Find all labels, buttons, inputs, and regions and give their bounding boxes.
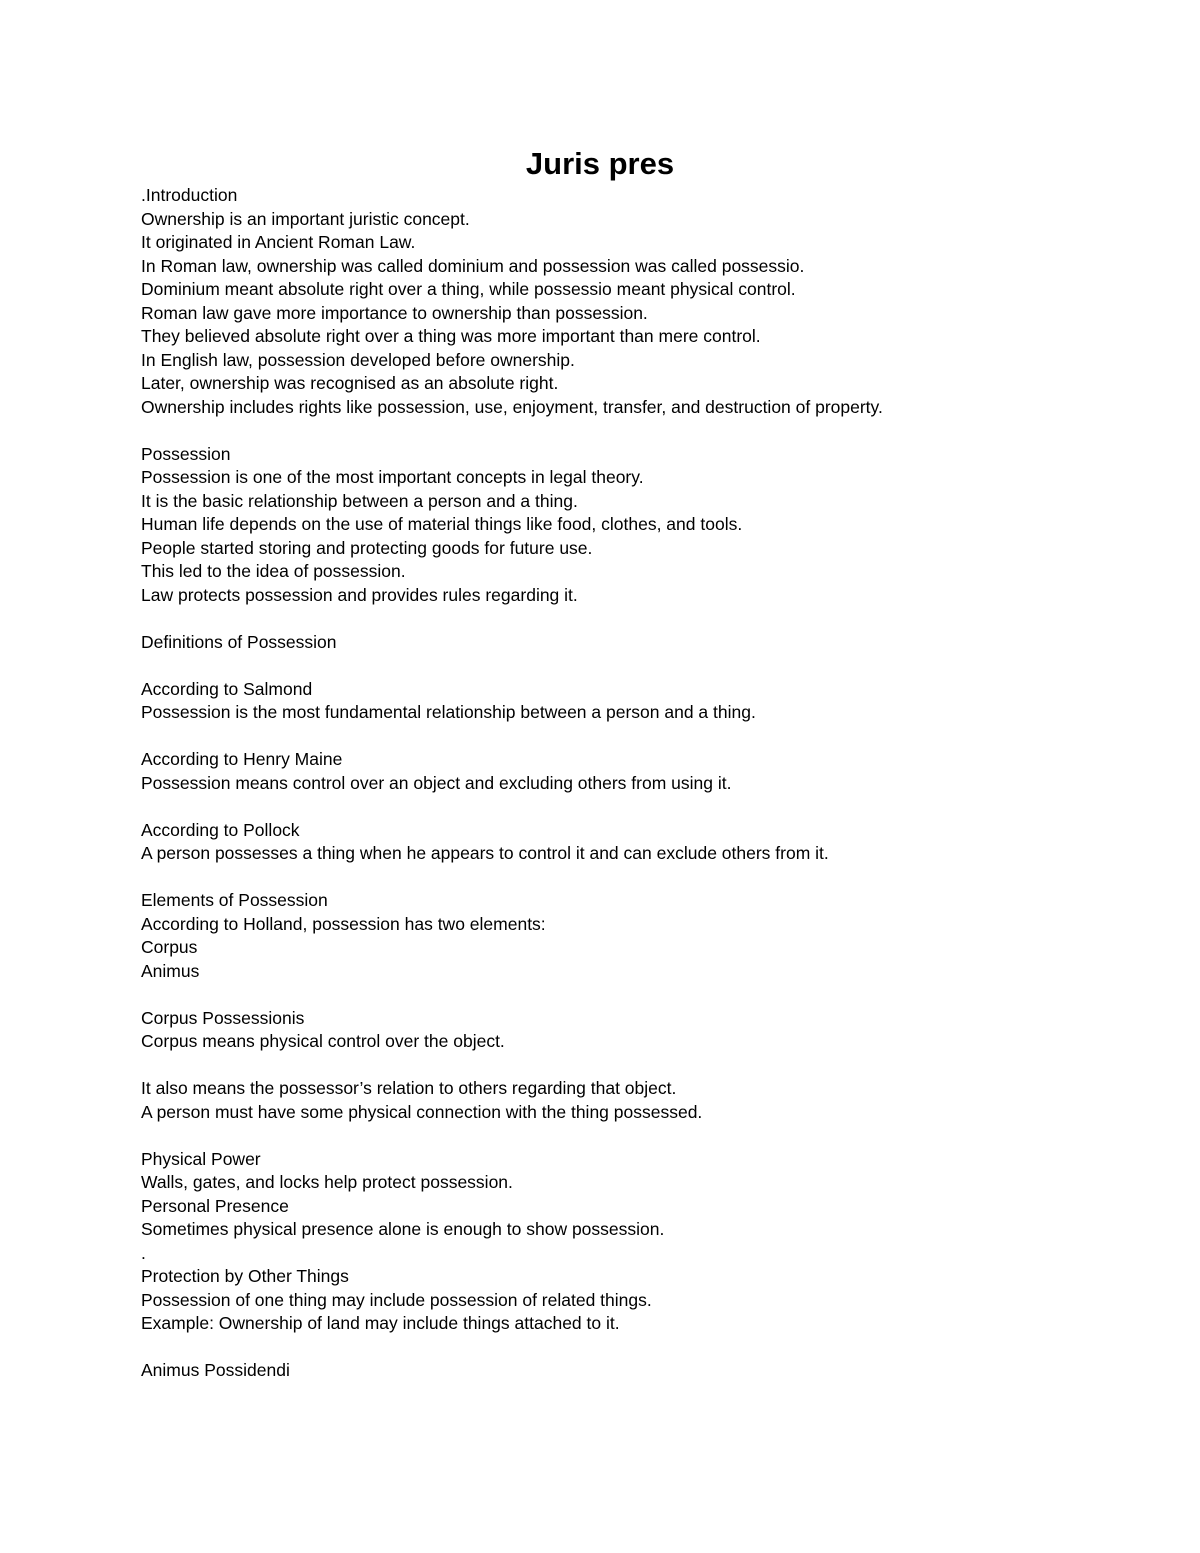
blank-line (141, 1124, 1141, 1148)
text-line: It also means the possessor’s relation to others regarding that object. (141, 1078, 677, 1098)
text-line: Roman law gave more importance to ownership than possession. (141, 302, 648, 323)
text-line: Possession is the most fundamental relationship between a person and a thing. (141, 702, 756, 722)
section-heading: Protection by Other Things (141, 1266, 349, 1286)
blank-line (141, 795, 1141, 819)
text-line: Example: Ownership of land may include things attached to it. (141, 1313, 620, 1333)
document-title: Juris pres (525, 146, 675, 181)
text-line: Corpus means physical control over the object. (141, 1031, 505, 1051)
text-line: Sometimes physical presence alone is enough to show possession. (141, 1219, 665, 1239)
text-line: Possession of one thing may include possession of related things. (141, 1289, 652, 1310)
text-line: Ownership is an important juristic concept. (141, 208, 470, 229)
text-line: Walls, gates, and locks help protect possession. (141, 1172, 513, 1192)
text-line: . (141, 1242, 146, 1263)
blank-line (141, 866, 1141, 890)
blank-line (141, 654, 1141, 678)
text-line: Corpus (141, 937, 198, 957)
document-body (141, 184, 1141, 1383)
text-line: .Introduction (141, 185, 238, 205)
text-line: According to Holland, possession has two elements: (141, 913, 546, 934)
text-line: They believed absolute right over a thing was more important than mere control. (141, 326, 761, 346)
section-heading: Definitions of Possession (141, 631, 337, 652)
blank-line (141, 419, 1141, 443)
text-line: It originated in Ancient Roman Law. (141, 232, 416, 252)
text-line: In English law, possession developed before ownership. (141, 349, 575, 370)
section-heading: Corpus Possessionis (141, 1007, 305, 1028)
section-heading: According to Salmond (141, 678, 313, 699)
text-line: A person must have some physical connection with the thing possessed. (141, 1101, 703, 1122)
blank-line (141, 1054, 1141, 1078)
text-line: Possession is one of the most important concepts in legal theory. (141, 467, 644, 487)
section-heading: Possession (141, 443, 231, 464)
section-heading: Animus Possidendi (141, 1360, 290, 1380)
blank-line (141, 1336, 1141, 1360)
section-heading: Physical Power (141, 1148, 261, 1169)
blank-line (141, 983, 1141, 1007)
text-line: Possession means control over an object and excluding others from using it. (141, 772, 732, 793)
text-line: People started storing and protecting goods for future use. (141, 537, 593, 558)
section-heading: According to Henry Maine (141, 749, 343, 769)
blank-line (141, 607, 1141, 631)
section-heading: Personal Presence (141, 1195, 289, 1216)
text-line: In Roman law, ownership was called dominium and possession was called possessio. (141, 255, 805, 276)
text-line: This led to the idea of possession. (141, 561, 406, 581)
text-line: It is the basic relationship between a person and a thing. (141, 490, 578, 511)
text-line: Law protects possession and provides rules regarding it. (141, 584, 578, 605)
text-line: Human life depends on the use of material things like food, clothes, and tools. (141, 514, 743, 534)
text-line: A person possesses a thing when he appears to control it and can exclude others from it. (141, 843, 829, 863)
text-line: Later, ownership was recognised as an absolute right. (141, 373, 559, 393)
blank-line (141, 725, 1141, 749)
text-line: Dominium meant absolute right over a thing, while possessio meant physical control. (141, 279, 796, 299)
text-line: Ownership includes rights like possession, use, enjoyment, transfer, and destruction of property. (141, 396, 883, 417)
section-heading: Elements of Possession (141, 890, 328, 910)
section-heading: According to Pollock (141, 819, 300, 840)
text-line: Animus (141, 960, 200, 981)
